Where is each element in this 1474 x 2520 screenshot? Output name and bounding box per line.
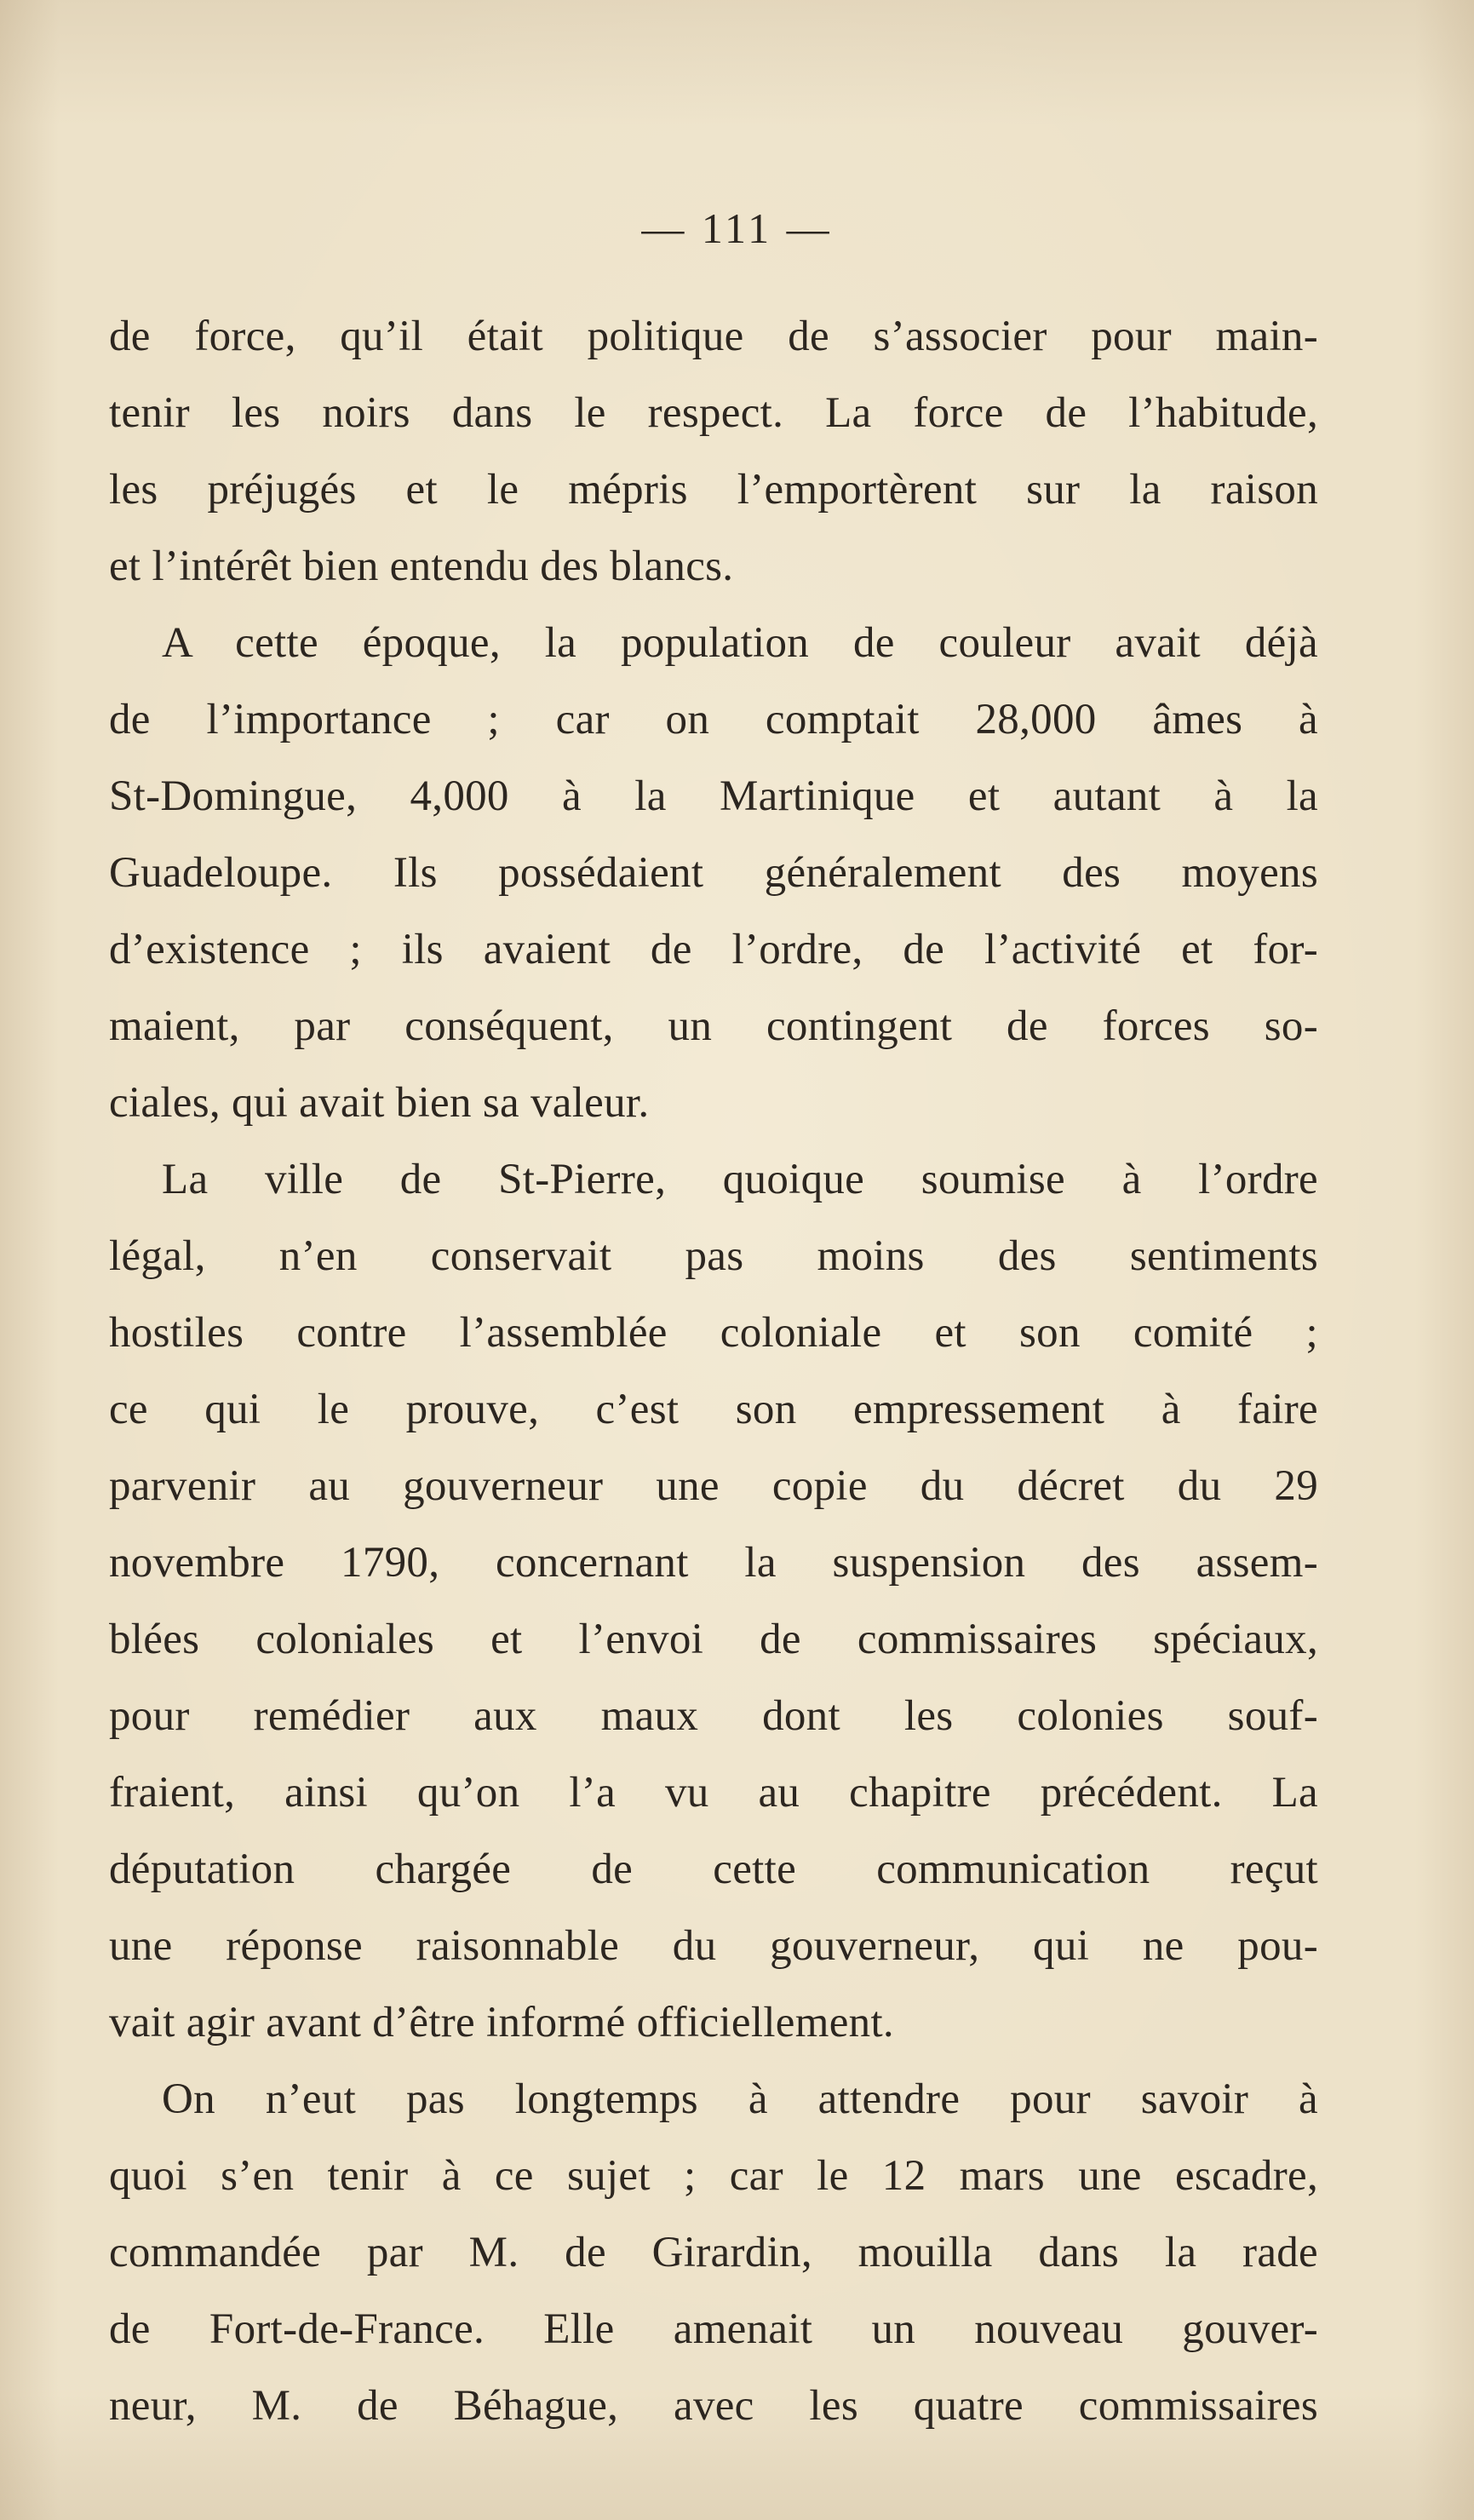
text-line: tenir les noirs dans le respect. La force de l’habitude,: [109, 389, 1318, 437]
text-line: parvenir au gouverneur une copie du décret du 29: [109, 1462, 1318, 1510]
text-line: de Fort-de-France. Elle amenait un nouveau gouver-: [109, 2305, 1318, 2353]
text-line: novembre 1790, concernant la suspension des assem-: [109, 1539, 1318, 1587]
text-line: Guadeloupe. Ils possédaient généralement des moyens: [109, 849, 1318, 897]
text-line: commandée par M. de Girardin, mouilla dans la rade: [109, 2229, 1318, 2276]
text-line: quoi s’en tenir à ce sujet ; car le 12 mars une escadre,: [109, 2152, 1318, 2200]
text-line: de force, qu’il était politique de s’associer pour main-: [109, 313, 1318, 360]
text-line: fraient, ainsi qu’on l’a vu au chapitre précédent. La: [109, 1769, 1318, 1817]
text-line: blées coloniales et l’envoi de commissaires spéciaux,: [109, 1616, 1318, 1663]
paragraph: [109, 605, 1318, 1141]
text-line: vait agir avant d’être informé officiellement.: [109, 1999, 894, 2046]
text-line: hostiles contre l’assemblée coloniale et son comité ;: [109, 1309, 1318, 1357]
text-line: de l’importance ; car on comptait 28,000 âmes à: [109, 696, 1318, 743]
text-line: une réponse raisonnable du gouverneur, qui ne pou-: [109, 1922, 1318, 1970]
text-line: ciales, qui avait bien sa valeur.: [109, 1079, 650, 1127]
text-line: députation chargée de cette communication reçut: [109, 1846, 1318, 1893]
text-line: La ville de St-Pierre, quoique soumise à l’ordre: [162, 1156, 1318, 1203]
paragraph: [109, 1141, 1318, 2061]
paragraph: [109, 298, 1318, 605]
text-line: St-Domingue, 4,000 à la Martinique et autant à la: [109, 772, 1318, 820]
text-line: A cette époque, la population de couleur avait déjà: [162, 619, 1318, 667]
text-line: ce qui le prouve, c’est son empressement à faire: [109, 1386, 1318, 1433]
text-line: et l’intérêt bien entendu des blancs.: [109, 542, 734, 590]
text-line: neur, M. de Béhague, avec les quatre commissaires: [109, 2382, 1318, 2430]
paragraph: [109, 2061, 1318, 2444]
text-line: les préjugés et le mépris l’emportèrent sur la raison: [109, 466, 1318, 514]
page-number: — 111 —: [641, 204, 833, 252]
text-line: On n’eut pas longtemps à attendre pour savoir à: [162, 2075, 1318, 2123]
body-text: [109, 298, 1318, 2444]
text-line: d’existence ; ils avaient de l’ordre, de l’activité et for-: [109, 926, 1318, 973]
text-line: maient, par conséquent, un contingent de forces so-: [109, 1002, 1318, 1050]
text-line: pour remédier aux maux dont les colonies souf-: [109, 1692, 1318, 1740]
text-line: légal, n’en conservait pas moins des sentiments: [109, 1232, 1318, 1280]
